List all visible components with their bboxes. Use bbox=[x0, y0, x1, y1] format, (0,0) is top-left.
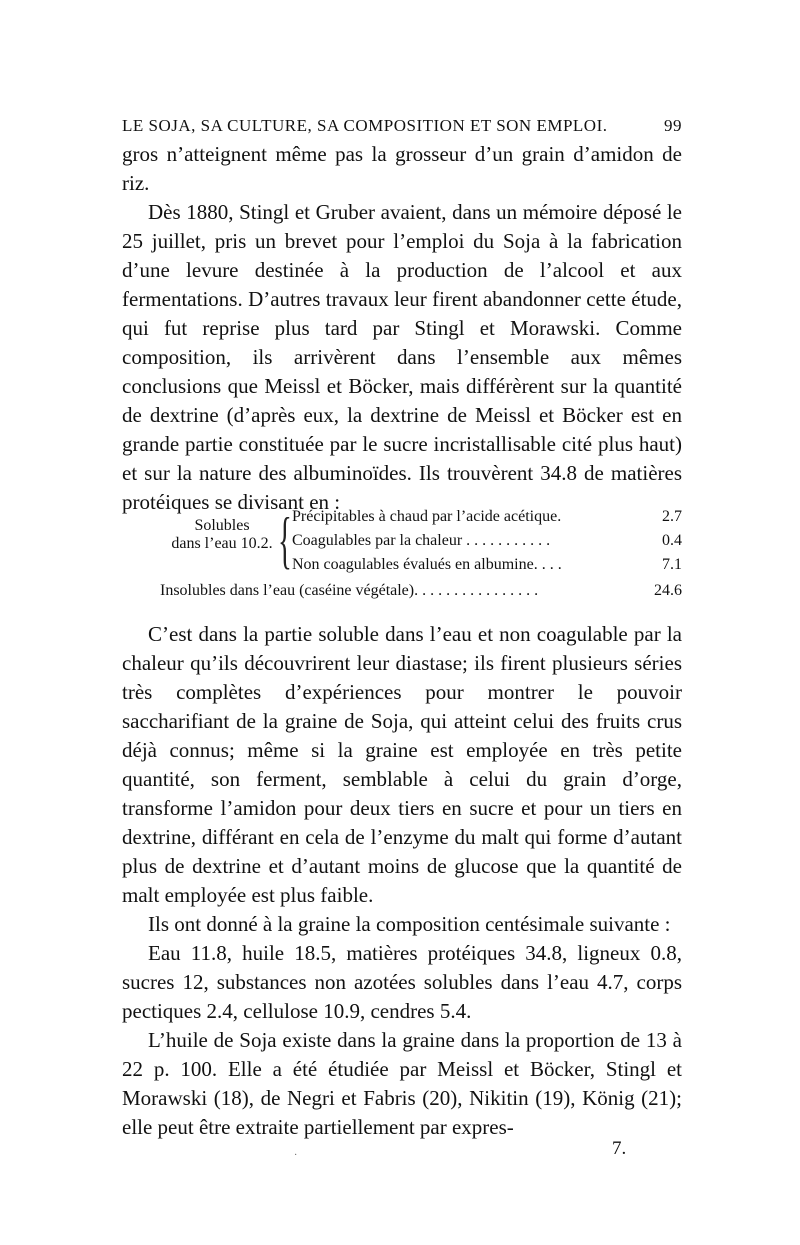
paragraph: gros n’atteignent même pas la grosseur d’un grain d’amidon de riz. bbox=[122, 142, 682, 195]
table-row bbox=[292, 505, 682, 528]
row-label: Précipitables à chaud par l’acide acétique. bbox=[292, 508, 562, 525]
table-row bbox=[292, 529, 682, 552]
paragraph: Dès 1880, Stingl et Gruber avaient, dans un mémoire déposé le 25 juillet, pris un brevet pour l’emploi du Soja à la fabrication d’une levure destinée à la production de l’alcool et aux fermentations. D’autres travaux leur firent abandonner cette étude, qui fut reprise plus tard par Stingl et Morawski. Comme composition, ils arrivèrent dans l’ensemble aux mêmes conclusions que Meissl et Böcker, mais différèrent sur la quantité de dextrine (d’après eux, la dextrine de Meissl et Böcker est en grande partie constituée par le sucre incristallisable cité plus haut) et sur la nature des albuminoïdes. Ils trouvèrent 34.8 de matières protéiques se divisant en : bbox=[122, 200, 682, 514]
row-value: 0.4 bbox=[662, 532, 682, 549]
running-header bbox=[122, 116, 682, 136]
table-row bbox=[292, 553, 682, 576]
solubles-label-line2: dans l’eau 10.2. bbox=[171, 535, 273, 552]
row-label: Coagulables par la chaleur . . . . . . . . . . . bbox=[292, 532, 551, 549]
row-value: 2.7 bbox=[662, 508, 682, 525]
paragraph: Eau 11.8, huile 18.5, matières protéiques 34.8, ligneux 0.8, sucres 12, substances non azotées solubles dans l’eau 4.7, corps pectiques 2.4, cellulose 10.9, cendres 5.4. bbox=[122, 941, 682, 1023]
header-title: LE SOJA, SA CULTURE, SA COMPOSITION ET SON EMPLOI. bbox=[122, 116, 608, 135]
paragraph: L’huile de Soja existe dans la graine dans la proportion de 13 à 22 p. 100. Elle a été étudiée par Meissl et Böcker, Stingl et Morawski (18), de Negri et Fabris (20), Nikitin (19), König (21); elle peut être extraite partiellement par expres- bbox=[122, 1028, 682, 1139]
row-label: Insolubles dans l’eau (caséine végétale). . . . . . . . . . . . . . . . bbox=[160, 582, 539, 599]
row-value: 24.6 bbox=[654, 582, 682, 599]
ink-dot: · bbox=[294, 1150, 298, 1161]
table-row-insolubles bbox=[160, 579, 682, 602]
paragraph: Ils ont donné à la graine la composition centésimale suivante : bbox=[148, 912, 671, 936]
solubles-label-line1: Solubles bbox=[194, 517, 250, 534]
signature-mark: 7. bbox=[612, 1138, 627, 1159]
solubles-label bbox=[162, 517, 282, 553]
page-number: 99 bbox=[664, 116, 682, 135]
row-value: 7.1 bbox=[662, 556, 682, 573]
brace-icon: { bbox=[278, 504, 292, 575]
row-label: Non coagulables évalués en albumine. . . . bbox=[292, 556, 562, 573]
text-block-bottom bbox=[122, 620, 682, 1142]
text-block-top bbox=[122, 140, 682, 517]
paragraph: C’est dans la partie soluble dans l’eau et non coagulable par la chaleur qu’ils découvrirent leur diastase; ils firent plusieurs séries très complètes d’expériences pour montrer le pouvoir saccharifiant de la graine de Soja, qui atteint celui des fruits crus déjà connus; même si la graine est employée en très petite quantité, son ferment, semblable à celui du grain d’orge, transforme l’amidon pour deux tiers en sucre et pour un tiers en dextrine, différant en cela de l’enzyme du malt qui forme d’autant plus de dextrine et d’autant moins de glucose que la quantité de malt employée est plus faible. bbox=[122, 622, 682, 907]
